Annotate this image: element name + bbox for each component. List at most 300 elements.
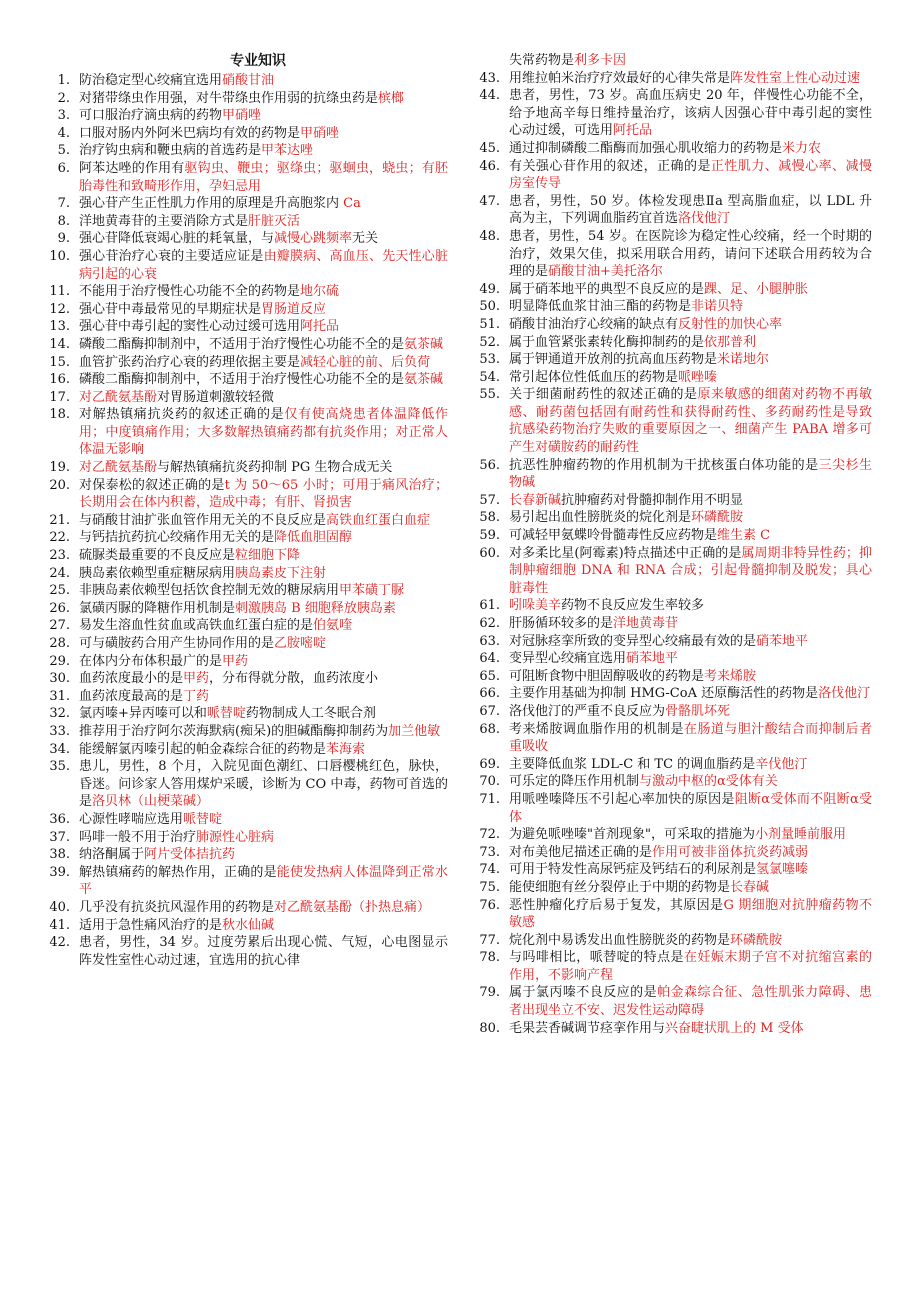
- question-number: 39.: [49, 864, 70, 880]
- question-text: 明显降低血浆甘油三酯的药物是: [509, 299, 692, 315]
- question-text: 属于血管紧张素转化酶抑制药的是: [509, 334, 705, 350]
- answer-text: 依那普利: [704, 334, 757, 350]
- question-text: 属于钾通道开放剂的抗高血压药物是: [509, 352, 718, 368]
- answer-text: 洋地黄毒苷: [613, 616, 679, 631]
- question-number: 49.: [479, 281, 500, 297]
- answer-text: 地尔硫: [300, 284, 340, 300]
- question-number: 44.: [479, 88, 500, 104]
- answer-text: 减轻心脏的前、后负荷: [300, 354, 431, 370]
- answer-text: 甲苯达唑: [261, 143, 314, 159]
- question-item: [48, 301, 448, 319]
- question-text-tail: 药物不良反应发生率较多: [561, 598, 705, 614]
- question-number: 13.: [49, 319, 70, 335]
- answer-text: 高铁血红蛋白血症: [326, 512, 431, 528]
- question-number: 10.: [49, 248, 70, 264]
- answer-text: 由瓣膜病、高血压、先天性心脏病引起的心衰: [79, 248, 448, 282]
- question-item: [48, 142, 448, 160]
- question-number: 21.: [49, 512, 70, 528]
- question-text: 能使细胞有丝分裂停止于中期的药物是: [509, 879, 731, 895]
- answer-text: 吲哚美辛: [509, 598, 562, 614]
- question-number: 5.: [57, 143, 70, 159]
- answer-text: 在妊娠末期子宫不对抗缩宫素的作用，不影响产程: [509, 950, 872, 983]
- answer-text: 米诺地尔: [717, 352, 770, 368]
- question-text: 烷化剂中易诱发出血性膀胱炎的药物是: [509, 932, 731, 948]
- question-number: 60.: [479, 545, 500, 561]
- answer-text: 肝脏灭活: [248, 213, 301, 229]
- answer-text: 辛伐他汀: [755, 756, 808, 772]
- answer-text: 对乙酰氨基酚: [79, 389, 158, 405]
- question-text: 与硝酸甘油扩张血管作用无关的不良反应是: [79, 512, 327, 528]
- question-item: [48, 653, 448, 671]
- answer-text: Ca: [343, 196, 361, 212]
- question-text: 属于硝苯地平的典型不良反应的是: [509, 281, 705, 297]
- question-text: 可与磺胺药合用产生协同作用的是: [79, 636, 275, 651]
- answer-text: 反射性的加快心率: [678, 316, 783, 332]
- question-text: 防治稳定型心绞痛宜选用: [79, 73, 223, 88]
- left-question-list: [48, 72, 448, 969]
- question-item: [48, 248, 448, 283]
- question-text: 硫脲类最重要的不良反应是: [79, 548, 236, 564]
- question-number: 72.: [479, 827, 500, 843]
- question-number: 58.: [479, 510, 500, 526]
- question-text: 磷酸二酯酶抑制剂中，不适用于治疗慢性心功能不全的是: [79, 336, 405, 352]
- answer-text: 槟榔: [378, 90, 405, 106]
- question-text: 患者，男性，54 岁。在医院诊为稳定性心绞痛，经一个时期的治疗，效果欠佳，拟采用联合用药，请问下述联合用药较为合理的是: [509, 228, 872, 280]
- question-item: [48, 565, 448, 583]
- question-item: [48, 371, 448, 389]
- question-number: 17.: [49, 389, 70, 405]
- question-text-tail: ，分布得就分散，血药浓度小: [209, 671, 379, 687]
- question-text: 患者，男性，34 岁。过度劳累后出现心慌、气短，心电图显示阵发性室性心动过速，宜选用的抗心律: [79, 935, 448, 968]
- question-number: 22.: [49, 530, 70, 546]
- question-number: 23.: [49, 548, 70, 564]
- question-item: [478, 457, 872, 492]
- question-item: [478, 228, 872, 281]
- question-item: [48, 160, 448, 195]
- continued-item-42: [478, 52, 872, 70]
- question-text: 强心苷治疗心衰的主要适应证是: [79, 248, 264, 264]
- question-number: 29.: [49, 653, 70, 669]
- question-text: 推荐用于治疗阿尔茨海默病(痴呆)的胆碱酯酶抑制药为: [79, 723, 389, 739]
- question-number: 48.: [479, 228, 500, 244]
- answer-text: 非诺贝特: [691, 299, 744, 315]
- answer-text: 甲苯磺丁脲: [339, 583, 405, 599]
- answer-text: 对乙酰氨基酚: [79, 460, 158, 476]
- answer-text: 洛伐他汀: [678, 211, 731, 227]
- question-item: [478, 70, 872, 88]
- question-number: 15.: [49, 354, 70, 370]
- answer-text: 丁药: [183, 688, 210, 704]
- question-text: 患儿，男性，8 个月，入院见面色潮红、口唇樱桃红色，脉快，昏迷。问诊家人答用煤炉采暖，诊断为 CO 中毒，药物可首选的是: [79, 759, 448, 810]
- question-number: 51.: [479, 316, 500, 332]
- question-item: [478, 334, 872, 352]
- question-number: 8.: [57, 213, 70, 229]
- question-text: 患者，男性，50 岁。体检发现患Ⅱa 型高脂血症，以 LDL 升高为主，下列调血脂药宜首选: [509, 193, 872, 227]
- question-item: [48, 582, 448, 600]
- question-item: [478, 351, 872, 369]
- answer-text: 米力农: [782, 140, 822, 156]
- answer-text: 原来敏感的细菌对药物不再敏感、耐药菌包括固有耐药性和获得耐药性、多药耐药性是导致抗感染药物治疗失败的重要原因之一、细菌产生 PABA 增多可产生对磺胺药的耐药性: [509, 387, 872, 456]
- question-text: 阿苯达唑的作用有: [79, 160, 185, 176]
- question-number: 54.: [479, 369, 500, 385]
- answer-text: 能使发热病人体温降到正常水平: [79, 864, 448, 898]
- question-text: 有关强心苷作用的叙述，正确的是: [509, 158, 711, 174]
- question-text: 易引起出血性膀胱炎的烷化剂是: [509, 510, 692, 526]
- answer-text: 硝酸甘油: [222, 73, 275, 88]
- question-text: 常引起体位性低血压的药物是: [509, 369, 679, 385]
- answer-text: 哌唑嗪: [678, 369, 718, 385]
- question-text: 考来烯胺调血脂作用的机制是: [509, 721, 684, 737]
- question-text: 对猪带绦虫作用强，对牛带绦虫作用弱的抗绦虫药是: [79, 90, 379, 106]
- question-number: 57.: [479, 492, 500, 508]
- question-item: [478, 791, 872, 826]
- question-item: [48, 617, 448, 635]
- question-item: [478, 844, 872, 862]
- question-text: 抗恶性肿瘤药物的作用机制为干扰核蛋白体功能的是: [509, 457, 819, 473]
- question-item: [48, 283, 448, 301]
- question-text: 强心苷中毒引起的窦性心动过缓可选用: [79, 319, 301, 335]
- answer-text: 与激动中枢的α受体有关: [639, 774, 778, 790]
- question-item: [48, 811, 448, 829]
- question-number: 52.: [479, 334, 500, 350]
- question-number: 14.: [49, 336, 70, 352]
- question-text: 口服对肠内外阿米巴病均有效的药物是: [79, 125, 301, 141]
- question-item: [478, 773, 872, 791]
- question-text: 为避免哌唑嗪"首剂现象"，可采取的措施为: [509, 827, 755, 843]
- question-number: 18.: [49, 407, 70, 423]
- answer-text: 考来烯胺: [704, 668, 757, 684]
- question-text-tail: 与解热镇痛抗炎药抑制 PG 生物合成无关: [157, 460, 393, 476]
- question-item: [48, 688, 448, 706]
- question-text: 氯磺丙脲的降糖作用机制是: [79, 600, 236, 616]
- question-item: [48, 459, 448, 477]
- answer-text: 粒细胞下降: [235, 548, 301, 564]
- question-number: 27.: [49, 618, 70, 634]
- question-item: [48, 846, 448, 864]
- question-text: 患者，男性，73 岁。高血压病史 20 年，伴慢性心功能不全，给予地高辛每日维持量治疗，该病人因强心苷中毒引起的窦性心动过缓，可选用: [509, 88, 872, 139]
- answer-text: 踝、足、小腿肿胀: [704, 281, 809, 297]
- question-text: 主要作用基础为抑制 HMG-CoA 还原酶活性的药物是: [509, 686, 819, 702]
- question-number: 41.: [49, 917, 70, 933]
- answer-text: 洛贝林（山梗菜碱）: [92, 794, 210, 810]
- question-number: 65.: [479, 668, 500, 684]
- question-text: 主要降低血浆 LDL-C 和 TC 的调血脂药是: [509, 756, 756, 772]
- question-number: 12.: [49, 301, 70, 317]
- answer-text: 哌替啶: [183, 811, 223, 827]
- question-text: 可减轻甲氨蝶呤骨髓毒性反应药物是: [509, 528, 718, 544]
- answer-text: 硝酸甘油+美托洛尔: [548, 264, 663, 280]
- question-number: 62.: [479, 616, 500, 631]
- answer-text: 甲药: [183, 671, 210, 687]
- question-text: 可乐定的降压作用机制: [509, 774, 640, 790]
- question-item: [478, 897, 872, 932]
- answer-text: 胃肠道反应: [261, 301, 327, 317]
- question-item: [478, 369, 872, 387]
- question-number: 25.: [49, 583, 70, 599]
- question-item: [478, 615, 872, 633]
- question-item: [478, 721, 872, 756]
- answer-text: 氢氯噻嗪: [756, 862, 809, 878]
- answer-text: 阵发性室上性心动过速: [730, 70, 861, 86]
- question-text: 磷酸二酯酶抑制剂中，不适用于治疗慢性心功能不全的是: [79, 372, 405, 388]
- question-number: 80.: [479, 1020, 500, 1036]
- answer-text: 苯海索: [326, 741, 366, 757]
- question-item: [478, 527, 872, 545]
- answer-text: 长春新碱: [509, 492, 562, 508]
- question-item: [48, 600, 448, 618]
- question-item: [48, 230, 448, 248]
- question-text: 对布美他尼描述正确的是: [509, 844, 653, 860]
- question-item: [48, 213, 448, 231]
- question-number: 69.: [479, 756, 500, 772]
- question-text: 用维拉帕米治疗疗效最好的心律失常是: [509, 70, 731, 86]
- question-number: 3.: [57, 108, 70, 124]
- question-item: [478, 1020, 872, 1038]
- question-item: [478, 492, 872, 510]
- question-number: 38.: [49, 847, 70, 863]
- question-number: 35.: [49, 759, 70, 775]
- question-item: [478, 984, 872, 1019]
- question-item: [48, 758, 448, 811]
- question-item: [478, 861, 872, 879]
- right-question-list: [478, 70, 872, 1038]
- question-item: [48, 512, 448, 530]
- question-item: [48, 670, 448, 688]
- question-text: 非胰岛素依赖型包括饮食控制无效的糖尿病用: [79, 583, 340, 599]
- question-item: [478, 316, 872, 334]
- question-item: [48, 336, 448, 354]
- answer-text: 减慢心跳频率: [274, 231, 353, 247]
- answer-text: 在肠道与胆汁酸结合而抑制后者重吸收: [509, 721, 872, 755]
- question-number: 1.: [57, 73, 70, 88]
- question-item: [48, 917, 448, 935]
- question-number: 75.: [479, 879, 500, 895]
- question-text: 吗啡一般不用于治疗: [79, 829, 197, 845]
- question-item: [48, 72, 448, 90]
- question-number: 74.: [479, 862, 500, 878]
- answer-text: 正性肌力、减慢心率、减慢房室传导: [509, 158, 872, 192]
- question-number: 50.: [479, 299, 500, 315]
- question-number: 2.: [57, 90, 70, 106]
- question-text: 属于氯丙嗪不良反应的是: [509, 985, 658, 1001]
- page-title: 专业知识: [230, 53, 286, 69]
- question-item: [478, 756, 872, 774]
- question-item: [478, 685, 872, 703]
- question-item: [478, 879, 872, 897]
- question-number: 66.: [479, 686, 500, 702]
- answer-text: 阿托品: [613, 123, 653, 139]
- question-text: 解热镇痛药的解热作用，正确的是: [79, 864, 277, 880]
- question-text: 洋地黄毒苷的主要消除方式是: [79, 213, 249, 229]
- answer-text: 胰岛素皮下注射: [235, 565, 327, 581]
- question-item: [478, 932, 872, 950]
- question-text: 强心苷中毒最常见的早期症状是: [79, 301, 262, 317]
- question-item: [478, 87, 872, 140]
- question-item: [48, 406, 448, 459]
- question-item: [478, 386, 872, 456]
- question-number: 61.: [479, 598, 500, 614]
- question-text: 对保泰松的叙述正确的是: [79, 477, 225, 493]
- question-number: 59.: [479, 528, 500, 544]
- continued-answer: 利多卡因: [574, 53, 627, 68]
- question-item: [48, 741, 448, 759]
- question-text: 适用于急性痛风治疗的是: [79, 917, 223, 933]
- question-text: 通过抑制磷酸二酯酶而加强心肌收缩力的药物是: [509, 140, 783, 156]
- question-number: 30.: [49, 671, 70, 687]
- answer-text: 哌替啶: [206, 706, 246, 722]
- question-text: 纳洛酮属于: [79, 847, 145, 863]
- question-number: 46.: [479, 158, 500, 174]
- answer-text: 降低血胆固醇: [274, 530, 353, 546]
- answer-text: 兴奋睫状肌上的 M 受体: [665, 1020, 804, 1036]
- question-number: 70.: [479, 774, 500, 790]
- answer-text: 肺源性心脏病: [196, 829, 275, 845]
- question-number: 71.: [479, 791, 500, 807]
- answer-text: 加兰他敏: [388, 723, 441, 739]
- question-text-tail: 抗肿瘤药对骨髓抑制作用不明显: [561, 492, 744, 508]
- question-text: 治疗钩虫病和鞭虫病的首选药是: [79, 143, 262, 159]
- question-number: 19.: [49, 460, 70, 476]
- answer-text: 仅有使高烧患者体温降低作用；中度镇痛作用；大多数解热镇痛药都有抗炎作用；对正常人体温无影响: [79, 407, 448, 458]
- question-text: 血药浓度最高的是: [79, 688, 184, 704]
- answer-text: t 为 50～65 小时；可用于痛风治疗；长期用会在体内积蓄，造成中毒；有肝、肾损害: [79, 477, 448, 511]
- question-text: 强心苷降低衰竭心脏的耗氧量，与: [79, 231, 275, 247]
- question-text: 不能用于治疗慢性心功能不全的药物是: [79, 284, 301, 300]
- answer-text: 乙胺嘧啶: [274, 636, 327, 651]
- question-item: [478, 703, 872, 721]
- question-number: 34.: [49, 741, 70, 757]
- answer-text: 甲药: [222, 653, 249, 669]
- answer-text: 属周期非特异性药；抑制肿瘤细胞 DNA 和 RNA 合成；引起骨髓抑制及脱发；具心脏毒性: [509, 545, 872, 596]
- question-text: 血管扩张药治疗心衰的药理依据主要是: [79, 354, 301, 370]
- question-text: 几乎没有抗炎抗风湿作用的药物是: [79, 899, 275, 915]
- question-text-tail: 无关: [352, 231, 379, 247]
- question-item: [48, 635, 448, 653]
- question-item: [478, 633, 872, 651]
- answer-text: 对乙酰氨基酚（扑热息痛）: [274, 899, 431, 915]
- question-item: [48, 125, 448, 143]
- answer-text: 三尖杉生物碱: [509, 457, 872, 491]
- question-number: 16.: [49, 372, 70, 388]
- question-item: [478, 597, 872, 615]
- question-text: 可阻断食物中胆固醇吸收的药物是: [509, 668, 705, 684]
- question-number: 78.: [479, 950, 500, 966]
- question-item: [48, 864, 448, 899]
- question-text: 对解热镇痛抗炎药的叙述正确的是: [79, 407, 285, 423]
- question-number: 56.: [479, 457, 500, 473]
- question-text: 关于细菌耐药性的叙述正确的是: [509, 387, 698, 403]
- question-number: 40.: [49, 899, 70, 915]
- question-text: 与吗啡相比，哌替啶的特点是: [509, 950, 684, 966]
- answer-text: 刺激胰岛 B 细胞释放胰岛素: [235, 600, 396, 616]
- answer-text: 秋水仙碱: [222, 917, 275, 933]
- question-number: 4.: [57, 125, 70, 141]
- question-number: 24.: [49, 565, 70, 581]
- question-number: 45.: [479, 140, 500, 156]
- question-item: [478, 509, 872, 527]
- answer-text: 小剂量睡前服用: [754, 827, 846, 843]
- question-text: 易发生溶血性贫血或高铁血红蛋白症的是: [79, 618, 314, 634]
- answer-text: 洛伐他汀: [818, 686, 871, 702]
- question-text: 能缓解氯丙嗪引起的帕金森综合征的药物是: [79, 741, 327, 757]
- question-item: [478, 158, 872, 193]
- answer-text: 长春碱: [730, 879, 770, 895]
- question-item: [478, 826, 872, 844]
- question-item: [48, 547, 448, 565]
- question-number: 20.: [49, 477, 70, 493]
- question-item: [478, 193, 872, 228]
- answer-text: 硝苯地平: [756, 633, 809, 649]
- question-item: [478, 668, 872, 686]
- question-item: [478, 298, 872, 316]
- question-text-tail: 药物制成人工冬眠合剂: [245, 706, 376, 722]
- answer-text: 氨茶碱: [404, 336, 444, 352]
- question-number: 31.: [49, 688, 70, 704]
- answer-text: 硝苯地平: [626, 651, 679, 667]
- question-text: 肝肠循环较多的是: [509, 616, 614, 631]
- question-item: [48, 354, 448, 372]
- question-number: 9.: [57, 231, 70, 247]
- question-text: 洛伐他汀的严重不良反应为: [509, 703, 666, 719]
- answer-text: 甲硝唑: [300, 125, 340, 141]
- question-text: 在体内分布体积最广的是: [79, 653, 223, 669]
- question-text: 可用于特发性高尿钙症及钙结石的利尿剂是: [509, 862, 757, 878]
- question-number: 6.: [57, 160, 70, 176]
- answer-text: 伯氨喹: [313, 618, 353, 634]
- answer-text: 阿托品: [300, 319, 340, 335]
- question-number: 11.: [49, 284, 70, 300]
- question-item: [48, 318, 448, 336]
- question-text: 恶性肿瘤化疗后易于复发，其原因是: [509, 897, 724, 913]
- question-item: [48, 934, 448, 969]
- question-text: 用哌唑嗪降压不引起心率加快的原因是: [509, 791, 735, 807]
- question-number: 37.: [49, 829, 70, 845]
- question-number: 36.: [49, 811, 70, 827]
- question-text: 心源性哮喘应选用: [79, 811, 184, 827]
- question-text: 可口服治疗滴虫病的药物: [79, 108, 223, 124]
- answer-text: 环磷酰胺: [730, 932, 783, 948]
- question-number: 53.: [479, 352, 500, 368]
- question-number: 7.: [57, 196, 70, 212]
- question-text: 强心苷产生正性肌力作用的原理是升高胞浆内: [79, 196, 344, 212]
- question-item: [478, 650, 872, 668]
- question-number: 77.: [479, 932, 500, 948]
- question-item: [48, 529, 448, 547]
- question-item: [48, 705, 448, 723]
- answer-text: 阿片受体拮抗药: [144, 847, 236, 863]
- question-number: 63.: [479, 633, 500, 649]
- question-number: 26.: [49, 600, 70, 616]
- left-column: [48, 0, 448, 969]
- question-text-tail: 对胃肠道刺激较轻微: [157, 389, 275, 405]
- right-column: [478, 0, 872, 1037]
- question-number: 55.: [479, 387, 500, 403]
- question-item: [48, 107, 448, 125]
- answer-text: 环磷酰胺: [691, 510, 744, 526]
- answer-text: 阻断α受体而不阻断α受体: [509, 791, 872, 825]
- question-item: [478, 281, 872, 299]
- question-item: [478, 949, 872, 984]
- question-item: [48, 90, 448, 108]
- answer-text: 甲硝唑: [222, 108, 262, 124]
- question-text: 对冠脉痉挛所致的变异型心绞痛最有效的是: [509, 633, 757, 649]
- question-text: 血药浓度最小的是: [79, 671, 184, 687]
- question-number: 64.: [479, 651, 500, 667]
- answer-text: 帕金森综合征、急性肌张力障碍、患者出现坐立不安、迟发性运动障碍: [509, 985, 872, 1019]
- question-number: 67.: [479, 703, 500, 719]
- continued-text: 失常药物是: [509, 53, 575, 68]
- question-text: 与钙拮抗药抗心绞痛作用无关的是: [79, 530, 275, 546]
